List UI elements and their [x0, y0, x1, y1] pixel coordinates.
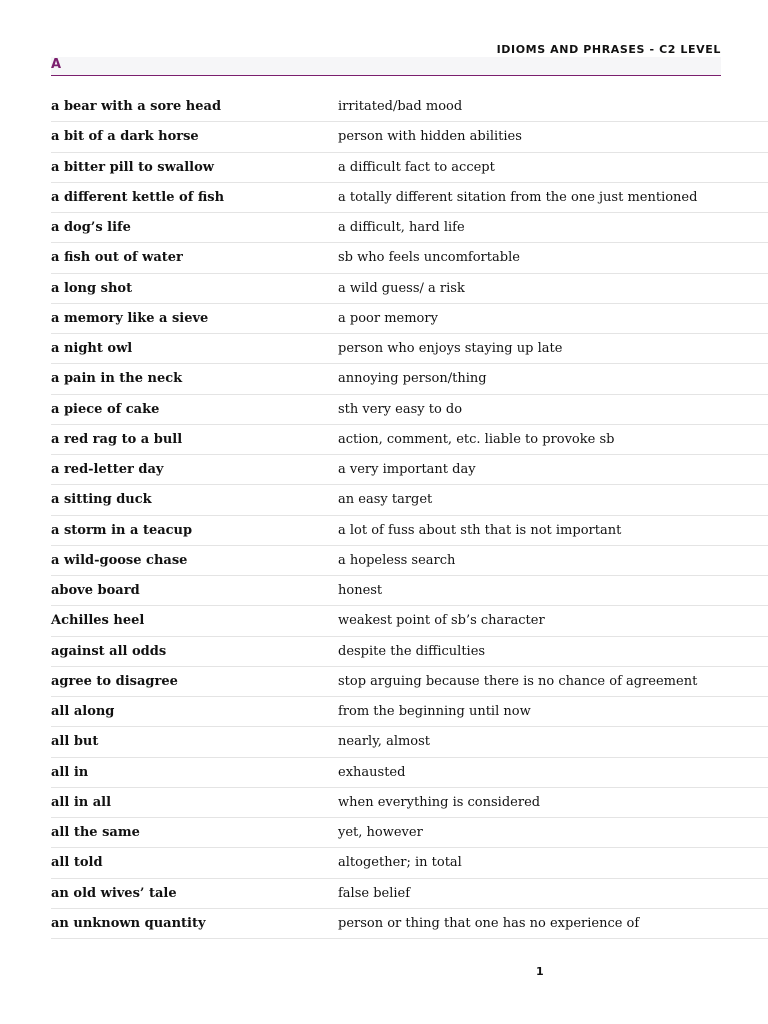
idiom-row [51, 818, 768, 848]
idiom-row [51, 879, 768, 909]
idiom-term: a red rag to a bull [51, 431, 183, 447]
idiom-meaning: sb who feels uncomfortable [338, 250, 520, 266]
idiom-row [51, 455, 768, 485]
idiom-row [51, 848, 768, 878]
idiom-meaning: stop arguing because there is no chance of agreement [338, 673, 698, 689]
idiom-meaning: annoying person/thing [338, 371, 487, 387]
idiom-row [51, 304, 768, 334]
idiom-meaning: person or thing that one has no experience of [338, 915, 640, 931]
idiom-term: a night owl [51, 341, 133, 356]
idiom-term: Achilles heel [51, 613, 145, 629]
section-header [51, 57, 721, 76]
idiom-meaning: when everything is considered [338, 794, 541, 810]
idiom-meaning: exhausted [338, 764, 406, 780]
idiom-row [51, 758, 768, 788]
idiom-meaning: from the beginning until now [338, 704, 531, 719]
idiom-term: a bear with a sore head [51, 99, 222, 114]
idiom-row [51, 546, 768, 576]
idiom-meaning: sth very easy to do [338, 401, 463, 417]
idiom-row [51, 334, 768, 364]
idiom-row [51, 425, 768, 455]
idiom-row [51, 485, 768, 515]
idiom-meaning: action, comment, etc. liable to provoke sb [338, 431, 615, 447]
idiom-row [51, 606, 768, 636]
idiom-meaning: a difficult fact to accept [338, 159, 495, 175]
idiom-meaning: yet, however [338, 825, 423, 840]
idiom-term: a dog’s life [51, 220, 131, 235]
idiom-row [51, 576, 768, 606]
idiom-meaning: a difficult, hard life [338, 220, 465, 235]
idiom-meaning: altogether; in total [338, 855, 462, 871]
idiom-list [51, 92, 768, 939]
idiom-term: a bit of a dark horse [51, 129, 199, 145]
idiom-meaning: a very important day [338, 462, 476, 477]
idiom-term: a long shot [51, 280, 133, 296]
idiom-term: a bitter pill to swallow [51, 159, 214, 175]
idiom-term: a pain in the neck [51, 371, 183, 387]
idiom-term: an unknown quantity [51, 915, 206, 931]
idiom-meaning: a lot of fuss about sth that is not important [338, 522, 622, 538]
idiom-term: a piece of cake [51, 401, 160, 417]
idiom-term: a fish out of water [51, 250, 183, 266]
idiom-row [51, 153, 768, 183]
idiom-term: all in [51, 764, 89, 780]
idiom-term: all along [51, 704, 115, 719]
idiom-term: a wild-goose chase [51, 552, 188, 568]
document-title: IDIOMS AND PHRASES - C2 LEVEL [496, 43, 721, 56]
idiom-meaning: a hopeless search [338, 552, 456, 568]
idiom-meaning: nearly, almost [338, 734, 431, 750]
idiom-row [51, 364, 768, 394]
idiom-row [51, 183, 768, 213]
idiom-row [51, 122, 768, 152]
idiom-row [51, 213, 768, 243]
idiom-row [51, 667, 768, 697]
idiom-term: a sitting duck [51, 492, 152, 508]
idiom-term: all the same [51, 825, 140, 840]
idiom-row [51, 274, 768, 304]
idiom-meaning: honest [338, 583, 383, 598]
idiom-row [51, 697, 768, 727]
idiom-row [51, 727, 768, 757]
idiom-term: all in all [51, 794, 112, 810]
idiom-meaning: an easy target [338, 492, 433, 508]
section-letter: A [51, 57, 62, 72]
idiom-row [51, 92, 768, 122]
idiom-meaning: a poor memory [338, 310, 438, 326]
idiom-meaning: weakest point of sb’s character [338, 613, 545, 629]
idiom-meaning: a wild guess/ a risk [338, 280, 465, 296]
idiom-meaning: a totally different sitation from the one just mentioned [338, 189, 698, 205]
idiom-meaning: false belief [338, 885, 411, 901]
idiom-row [51, 788, 768, 818]
idiom-term: all but [51, 734, 99, 750]
idiom-row [51, 909, 768, 939]
idiom-row [51, 395, 768, 425]
idiom-row [51, 516, 768, 546]
idiom-term: a red-letter day [51, 462, 164, 477]
idiom-term: against all odds [51, 643, 167, 659]
idiom-meaning: irritated/bad mood [338, 99, 463, 114]
page-number: 1 [536, 965, 544, 978]
idiom-row [51, 243, 768, 273]
idiom-term: above board [51, 583, 140, 598]
idiom-meaning: person with hidden abilities [338, 129, 522, 145]
idiom-term: agree to disagree [51, 673, 178, 689]
idiom-meaning: despite the difficulties [338, 643, 486, 659]
idiom-term: a storm in a teacup [51, 522, 193, 538]
idiom-meaning: person who enjoys staying up late [338, 341, 563, 356]
idiom-row [51, 637, 768, 667]
idiom-term: all told [51, 855, 103, 871]
idiom-term: a memory like a sieve [51, 310, 209, 326]
idiom-term: an old wives’ tale [51, 885, 177, 901]
idiom-term: a different kettle of fish [51, 189, 225, 205]
